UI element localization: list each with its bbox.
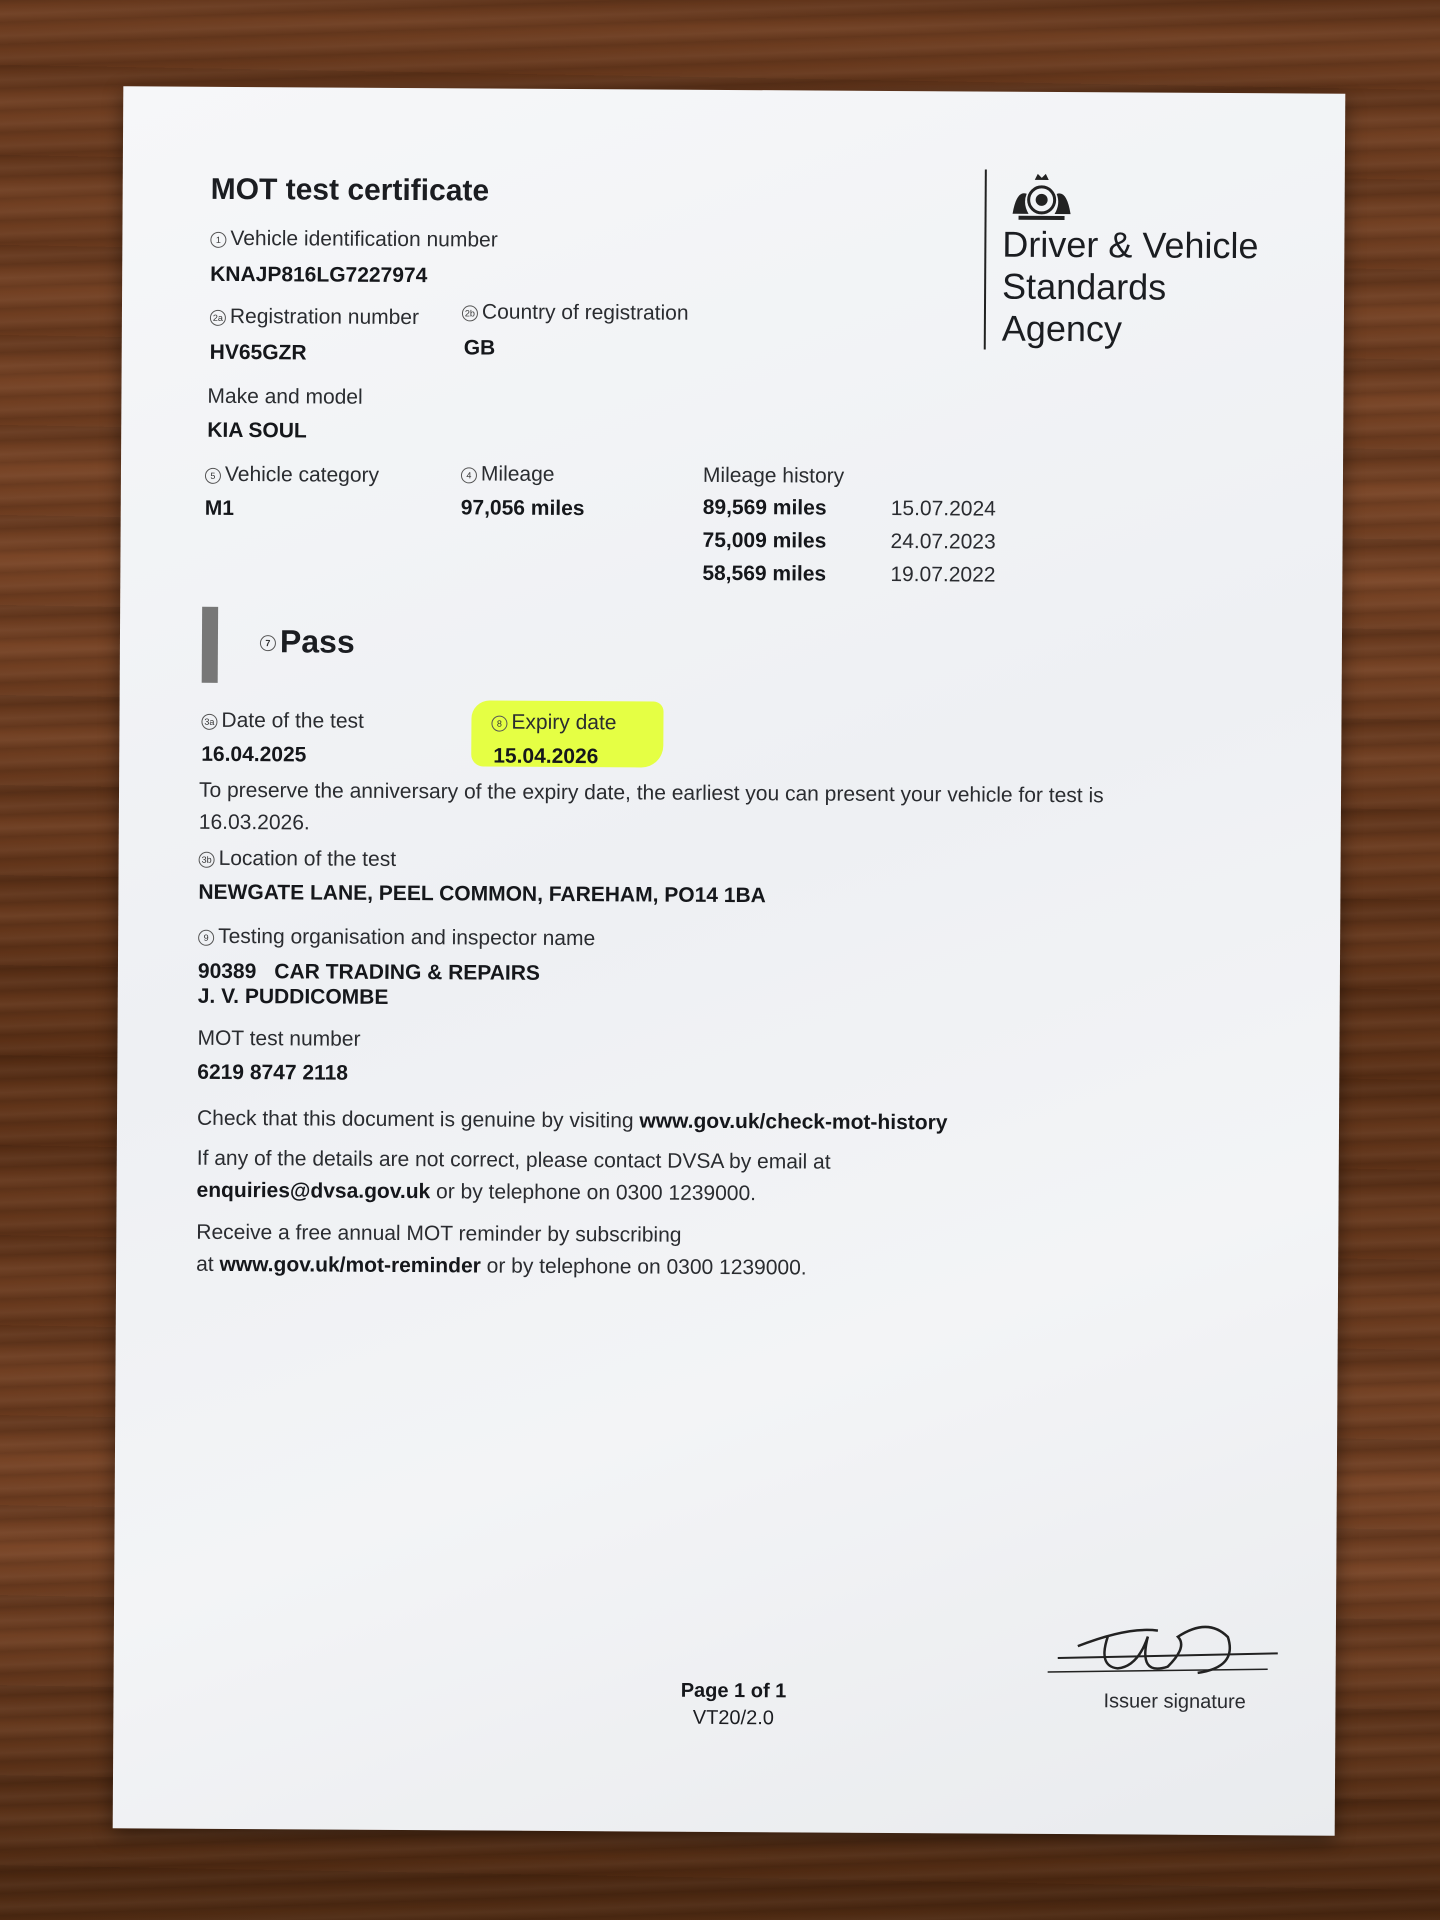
mileage-history-row — [702, 529, 995, 564]
reminder-info — [196, 1217, 807, 1285]
category-label — [205, 463, 379, 488]
anniversary-line-1: To preserve the anniversary of the expiry date, the earliest you can present your vehicle for test is — [198, 778, 1104, 808]
dvsa-email-link[interactable]: enquiries@dvsa.gov.uk — [196, 1178, 431, 1204]
history-date: 24.07.2023 — [890, 529, 996, 554]
agency-line-1: Driver & Vehicle — [1002, 223, 1259, 267]
field-number: 9 — [198, 930, 214, 946]
history-date: 19.07.2022 — [890, 562, 996, 587]
mileage-history-list — [702, 496, 996, 597]
country-value: GB — [463, 336, 496, 360]
mot-reminder-link[interactable]: www.gov.uk/mot-reminder — [219, 1252, 481, 1278]
result-bar — [202, 607, 218, 683]
reminder-line-1: Receive a free annual MOT reminder by subscribing — [196, 1220, 682, 1247]
country-label-text: Country of registration — [481, 300, 689, 325]
field-number: 8 — [491, 716, 507, 732]
category-value: M1 — [204, 496, 235, 520]
agency-line-3: Agency — [1001, 307, 1123, 350]
royal-crest-icon — [1007, 170, 1077, 222]
contact-line-1: If any of the details are not correct, please contact DVSA by email at — [196, 1146, 831, 1174]
test-number-label: MOT test number — [197, 1026, 361, 1051]
field-number: 7 — [260, 635, 276, 651]
mileage-history-label: Mileage history — [702, 463, 845, 488]
field-number: 1 — [210, 232, 226, 248]
page-title: MOT test certificate — [210, 172, 490, 208]
mileage-label-text: Mileage — [480, 462, 555, 486]
test-number-value: 6219 8747 2118 — [197, 1060, 349, 1085]
agency-name — [1002, 224, 1259, 352]
page-footer — [613, 1679, 853, 1730]
organisation-code: 90389 — [197, 959, 257, 984]
organisation-name: CAR TRADING & REPAIRS — [274, 960, 541, 985]
page-number: Page 1 of 1 — [680, 1679, 787, 1703]
make-model-value: KIA SOUL — [207, 418, 307, 443]
inspector-name: J. V. PUDDICOMBE — [197, 984, 389, 1009]
expiry-date-label — [491, 711, 616, 736]
location-label-text: Location of the test — [218, 846, 397, 871]
history-miles: 58,569 miles — [702, 561, 827, 586]
field-number: 3a — [201, 714, 217, 730]
location-value: NEWGATE LANE, PEEL COMMON, FAREHAM, PO14 1BA — [198, 880, 766, 908]
form-code: VT20/2.0 — [692, 1706, 775, 1730]
anniversary-note — [199, 775, 1239, 845]
organisation-label-text: Testing organisation and inspector name — [218, 924, 596, 951]
history-miles: 89,569 miles — [702, 495, 827, 520]
organisation-label — [198, 925, 595, 951]
issuer-signature — [1038, 1606, 1298, 1688]
organisation-value — [198, 959, 540, 1011]
registration-value: HV65GZR — [209, 340, 307, 365]
make-model-label: Make and model — [207, 384, 363, 409]
anniversary-line-2: 16.03.2026. — [198, 810, 310, 835]
genuine-check-text: Check that this document is genuine by visiting — [196, 1106, 640, 1133]
mileage-history-row — [703, 496, 996, 531]
agency-line-2: Standards — [1002, 265, 1167, 308]
agency-divider — [984, 170, 987, 350]
field-number: 3b — [199, 852, 215, 868]
test-date-label-text: Date of the test — [221, 708, 364, 733]
genuine-check — [197, 1103, 948, 1140]
check-history-link[interactable]: www.gov.uk/check-mot-history — [639, 1109, 948, 1135]
mileage-value: 97,056 miles — [460, 496, 585, 521]
history-date: 15.07.2024 — [890, 496, 996, 521]
country-label — [462, 300, 689, 325]
registration-label-text: Registration number — [229, 304, 420, 330]
vin-label-text: Vehicle identification number — [230, 226, 498, 252]
location-label — [199, 847, 397, 872]
signature-label: Issuer signature — [1103, 1690, 1246, 1714]
vin-label — [210, 227, 497, 253]
field-number: 4 — [461, 467, 477, 483]
reminder-line-2: or by telephone on 0300 1239000. — [480, 1254, 807, 1280]
field-number: 2b — [462, 305, 478, 321]
field-number: 5 — [205, 468, 221, 484]
test-date-value: 16.04.2025 — [201, 742, 307, 767]
contact-info — [196, 1143, 830, 1211]
contact-line-2: or by telephone on 0300 1239000. — [430, 1180, 757, 1206]
field-number: 2a — [210, 310, 226, 326]
registration-label — [210, 305, 419, 330]
mileage-label — [461, 462, 555, 487]
history-miles: 75,009 miles — [702, 528, 827, 553]
test-date-label — [201, 709, 364, 734]
reminder-prefix: at — [196, 1252, 220, 1276]
result-value: Pass — [279, 623, 355, 660]
result-status — [260, 623, 355, 661]
expiry-date-value: 15.04.2026 — [493, 744, 599, 769]
category-label-text: Vehicle category — [224, 462, 380, 487]
vin-value: KNAJP816LG7227974 — [210, 262, 428, 288]
mot-certificate-paper — [113, 86, 1346, 1835]
expiry-date-label-text: Expiry date — [511, 710, 617, 735]
mileage-history-row — [702, 562, 995, 597]
